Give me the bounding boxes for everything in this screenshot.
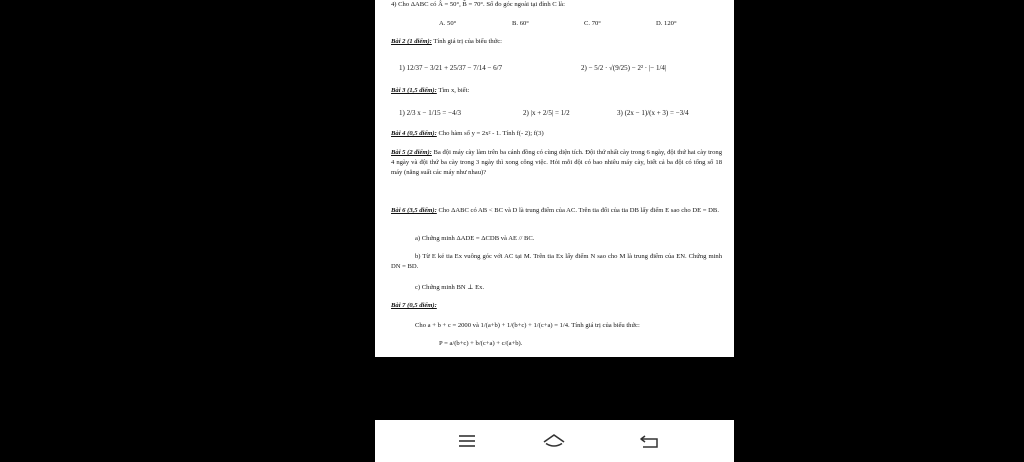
bai2-title: Bài 2 (1 điểm):: [391, 38, 432, 45]
bai3-text: Tìm x, biết:: [436, 87, 470, 94]
bai5-text: Ba đội máy cày làm trên ba cánh đồng có cùng diện tích. Đội thứ nhất cày trong 6 ngày, đội thứ hai cày trong 4 ngày và đội thứ ba cày trong 3 ngày thì xong công việc. Hỏi mỗi đội có bao nhiêu máy cày, biết cả ba đội có tổng số 18 máy (năng suất các máy như nhau)?: [391, 149, 722, 177]
bai6-part-b: b) Từ E kẻ tia Ex vuông góc với AC tại M. Trên tia Ex lấy điểm N sao cho M là trung điểm của EN. Chứng minh DN = BD.: [391, 253, 722, 271]
option-b: B. 60°: [512, 20, 529, 27]
navigation-bar: [375, 420, 734, 462]
bai2-expression-1: 1) 12/37 − 3/21 + 25/37 − 7/14 − 6/7: [399, 64, 503, 72]
bai5-paragraph: [391, 148, 722, 179]
bai7-expression: P = a/(b+c) + b/(c+a) + c/(a+b).: [439, 340, 523, 347]
bai7-title: Bài 7 (0,5 điểm):: [391, 302, 437, 309]
option-d: D. 120°: [656, 20, 677, 27]
bai4-title: Bài 4 (0,5 điểm):: [391, 130, 437, 137]
bai3-equation-2: 2) |x + 2/5| = 1/2: [523, 109, 570, 117]
bai3-heading: [391, 87, 722, 96]
bai2-expression-2: 2) − 5/2 · √(9/25) − 2² · |− 1/4|: [581, 64, 667, 72]
bai2-heading: [391, 38, 722, 47]
bai2-text: Tính giá trị của biểu thức:: [431, 38, 502, 45]
document-page: [375, 0, 734, 357]
bai6-part-c: c) Chứng minh BN ⊥ Ex.: [415, 284, 485, 291]
back-button[interactable]: [637, 430, 661, 452]
menu-button[interactable]: [455, 430, 479, 452]
bai3-equation-1: 1) 2/3 x − 1/15 = −4/3: [399, 109, 462, 117]
bai6-part-a: a) Chứng minh ΔADE = ΔCDB và AE // BC.: [415, 235, 535, 242]
bai7-text: Cho a + b + c = 2000 và 1/(a+b) + 1/(b+c) + 1/(c+a) = 1/4. Tính giá trị của biểu thức:: [415, 322, 640, 329]
bai3-title: Bài 3 (1,5 điểm):: [391, 87, 437, 94]
bai7-heading: [391, 302, 722, 311]
back-icon: [639, 434, 659, 448]
option-c: C. 70°: [584, 20, 601, 27]
home-icon: [542, 433, 566, 449]
bai5-title: Bài 5 (2 điểm):: [391, 149, 432, 156]
bai4-heading: [391, 130, 722, 139]
question-4-text: 4) Cho ΔABC có Â = 50°, B̂ = 70°. Số đo góc ngoài tại đỉnh C là:: [391, 1, 565, 8]
bai6-title: Bài 6 (3,5 điểm):: [391, 207, 437, 214]
bai3-equation-3: 3) (2x − 1)/(x + 3) = −3/4: [617, 109, 689, 117]
bai6-paragraph: [391, 206, 722, 216]
menu-icon: [458, 434, 476, 448]
home-button[interactable]: [541, 430, 567, 452]
option-a: A. 50°: [439, 20, 457, 27]
bai6-text: Cho ΔABC có AB < BC và D là trung điểm của AC. Trên tia đối của tia DB lấy điểm E sao cho DE = DB.: [436, 207, 719, 214]
bai4-text: Cho hàm số y = 2x² - 1. Tính f(- 2); f(3): [436, 130, 544, 137]
